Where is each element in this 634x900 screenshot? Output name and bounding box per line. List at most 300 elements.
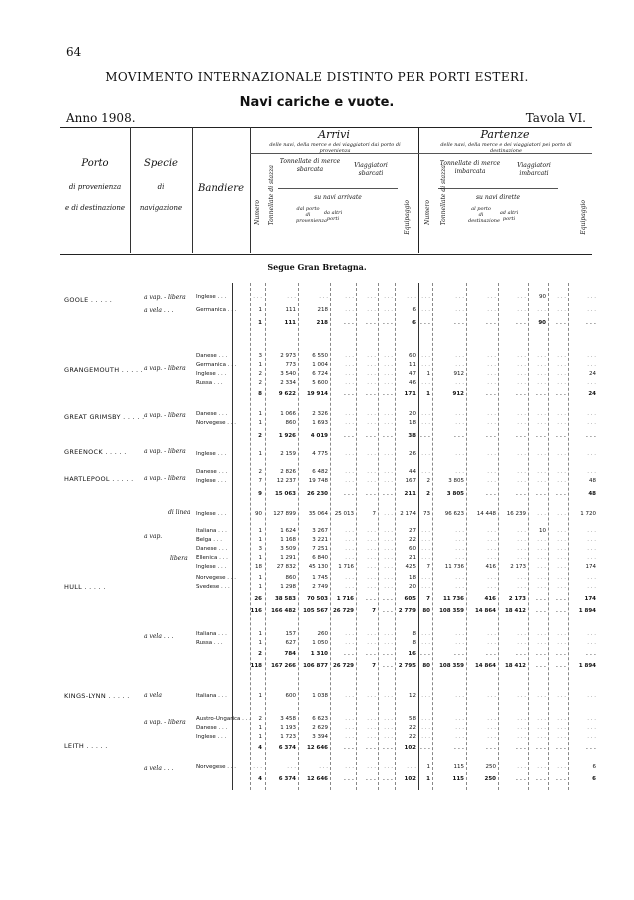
value-cell: . . . [384, 380, 393, 386]
flag-cell: Russa . . . [196, 640, 223, 646]
value-cell: . . . [384, 640, 393, 646]
value-cell: 1 [258, 734, 262, 740]
value-cell: . . . [537, 716, 546, 722]
value-cell: . . . [453, 320, 464, 326]
table-row [60, 775, 600, 786]
value-cell: . . . [365, 776, 376, 782]
value-cell: . . . [365, 391, 376, 397]
value-cell: 912 [452, 391, 464, 397]
header-arrivi: Arrivi [318, 128, 350, 141]
value-cell: . . . [557, 716, 566, 722]
value-cell: 2 779 [398, 608, 416, 614]
value-cell: . . . [537, 725, 546, 731]
value-cell: 27 832 [276, 564, 296, 570]
value-cell: 1 291 [280, 555, 296, 561]
value-cell: . . . [587, 353, 596, 359]
value-cell: 2 [258, 380, 262, 386]
value-cell: . . . [515, 391, 526, 397]
value-cell: . . . [345, 528, 354, 534]
value-cell: . . . [587, 537, 596, 543]
value-cell: . . . [382, 651, 393, 657]
header-tonn-sbarcata: Tonnellate di merce sbarcata [279, 158, 341, 173]
table-row [60, 306, 600, 317]
value-cell: . . . [384, 307, 393, 313]
value-cell: . . . [485, 491, 496, 497]
value-cell: 1 [258, 584, 262, 590]
value-cell: 1 894 [578, 608, 596, 614]
value-cell: . . . [455, 528, 464, 534]
value-cell: 1 720 [580, 511, 596, 517]
species-label: di linea [168, 509, 191, 516]
species-label: a vela [144, 692, 162, 699]
value-cell: . . . [384, 546, 393, 552]
value-cell: . . . [587, 528, 596, 534]
value-cell: 912 [453, 371, 464, 377]
value-cell: 2 826 [280, 469, 296, 475]
value-cell: 6 623 [312, 716, 328, 722]
value-cell: 46 [409, 380, 416, 386]
value-cell: 1 004 [312, 362, 328, 368]
value-cell: 35 064 [308, 511, 328, 517]
value-cell: . . . [367, 716, 376, 722]
value-cell: . . . [587, 411, 596, 417]
value-cell: . . . [487, 478, 496, 484]
value-cell: 8 [412, 631, 416, 637]
value-cell: . . . [421, 640, 430, 646]
value-cell: . . . [365, 433, 376, 439]
table-row [60, 595, 600, 606]
value-cell: . . . [557, 511, 566, 517]
header-specie-3: navigazione [139, 204, 183, 212]
value-cell: 14 864 [474, 663, 496, 669]
port-name: KINGS-LYNN . . . . . [64, 692, 130, 700]
value-cell: 18 [409, 575, 416, 581]
value-cell: 108 359 [439, 608, 464, 614]
value-cell: . . . [587, 362, 596, 368]
value-cell: . . . [455, 575, 464, 581]
value-cell: . . . [587, 716, 596, 722]
table-number: Tavola VI. [525, 111, 586, 125]
value-cell: . . . [517, 631, 526, 637]
value-cell: 47 [409, 371, 416, 377]
value-cell: . . . [587, 584, 596, 590]
value-cell: . . . [487, 451, 496, 457]
value-cell: . . . [517, 764, 526, 770]
value-cell: . . . [487, 528, 496, 534]
value-cell: 3 267 [312, 528, 328, 534]
value-cell: . . . [537, 411, 546, 417]
value-cell: 90 [255, 511, 262, 517]
table-row [60, 650, 600, 661]
value-cell: . . . [345, 380, 354, 386]
value-cell: 7 [372, 511, 376, 517]
value-cell: . . . [535, 663, 546, 669]
value-cell: . . . [407, 294, 416, 300]
value-cell: 18 412 [504, 663, 526, 669]
value-cell: 600 [285, 693, 296, 699]
value-cell: . . . [517, 469, 526, 475]
value-cell: . . . [419, 745, 430, 751]
value-cell: 3 540 [280, 371, 296, 377]
value-cell: 2 749 [312, 584, 328, 590]
port-name: LEITH . . . . . [64, 742, 108, 750]
value-cell: . . . [421, 537, 430, 543]
value-cell: . . . [455, 693, 464, 699]
header-arrivi-sub: delle navi, della merce e dei viaggiatori dai porto di provenienza [269, 142, 401, 154]
value-cell: 12 646 [306, 776, 328, 782]
value-cell: 1 066 [280, 411, 296, 417]
value-cell: 773 [285, 362, 296, 368]
value-cell: 19 914 [306, 391, 328, 397]
value-cell: 26 [254, 596, 262, 602]
value-cell: 4 [258, 745, 262, 751]
table-row [60, 510, 600, 521]
value-cell: . . . [537, 353, 546, 359]
value-cell: . . . [557, 451, 566, 457]
value-cell: . . . [455, 584, 464, 590]
value-cell: . . . [555, 745, 566, 751]
value-cell: 7 [426, 564, 430, 570]
value-cell: 1 723 [280, 734, 296, 740]
value-cell: . . . [384, 631, 393, 637]
value-cell: . . . [555, 391, 566, 397]
value-cell: 20 [409, 411, 416, 417]
value-cell: 118 [250, 663, 262, 669]
flag-cell: Germanica . . . [196, 307, 237, 313]
value-cell: . . . [367, 451, 376, 457]
value-cell: . . . [515, 745, 526, 751]
species-label: a vela . . . [144, 765, 174, 772]
value-cell: . . . [384, 734, 393, 740]
value-cell: . . . [365, 651, 376, 657]
value-cell: . . . [367, 734, 376, 740]
value-cell: . . . [345, 537, 354, 543]
value-cell: 18 [409, 420, 416, 426]
value-cell: . . . [421, 693, 430, 699]
value-cell: . . . [343, 776, 354, 782]
flag-cell: Inglese . . . [196, 564, 227, 570]
value-cell: . . . [587, 555, 596, 561]
value-cell: 860 [285, 575, 296, 581]
port-name: GREENOCK . . . . . [64, 448, 127, 456]
value-cell: . . . [487, 555, 496, 561]
value-cell: . . . [343, 391, 354, 397]
value-cell: 1 [258, 555, 262, 561]
value-cell: . . . [515, 651, 526, 657]
value-cell: 6 482 [312, 469, 328, 475]
value-cell: . . . [537, 451, 546, 457]
value-cell: 16 239 [506, 511, 526, 517]
value-cell: . . . [384, 420, 393, 426]
value-cell: . . . [535, 651, 546, 657]
value-cell: 80 [422, 663, 430, 669]
value-cell: 416 [485, 564, 496, 570]
value-cell: . . . [487, 546, 496, 552]
value-cell: . . . [455, 537, 464, 543]
flag-cell: Inglese . . . [196, 478, 227, 484]
value-cell: . . . [382, 608, 393, 614]
value-cell: . . . [367, 307, 376, 313]
value-cell: 3 394 [312, 734, 328, 740]
value-cell: 250 [484, 776, 496, 782]
value-cell: 7 [372, 663, 376, 669]
header-viagg-sbarcati: Viaggiatori sbarcati [354, 162, 388, 177]
value-cell: . . . [557, 411, 566, 417]
value-cell: . . . [537, 640, 546, 646]
flag-cell: Germanica . . . [196, 362, 237, 368]
value-cell: . . . [517, 478, 526, 484]
value-cell: . . . [367, 294, 376, 300]
value-cell: 22 [409, 734, 416, 740]
value-cell: 1 716 [338, 564, 354, 570]
value-cell: 1 [258, 725, 262, 731]
value-cell: . . . [367, 725, 376, 731]
value-cell: . . . [343, 491, 354, 497]
value-cell: 90 [538, 320, 546, 326]
value-cell: . . . [455, 307, 464, 313]
value-cell: . . . [345, 469, 354, 475]
value-cell: . . . [365, 745, 376, 751]
value-cell: 73 [423, 511, 430, 517]
value-cell: 80 [422, 608, 430, 614]
header-porto-2: di provenienza [68, 183, 122, 191]
header-porto-3: e di destinazione [64, 204, 126, 212]
value-cell: . . . [535, 491, 546, 497]
value-cell: 2 629 [312, 725, 328, 731]
value-cell: 6 [592, 764, 596, 770]
value-cell: 1 [426, 776, 430, 782]
value-cell: . . . [382, 776, 393, 782]
flag-cell: Danese . . . [196, 546, 228, 552]
species-label: a vap. - libera [144, 475, 186, 482]
value-cell: . . . [515, 320, 526, 326]
flag-cell: Belga . . . [196, 537, 223, 543]
value-cell: 6 724 [312, 371, 328, 377]
value-cell: . . . [455, 420, 464, 426]
value-cell: . . . [557, 478, 566, 484]
value-cell: 2 [258, 651, 262, 657]
flag-cell: Norvegese . . . [196, 420, 236, 426]
value-cell: 1 [426, 371, 430, 377]
value-cell: . . . [517, 640, 526, 646]
flag-cell: Italiana . . . [196, 693, 227, 699]
value-cell: . . . [319, 294, 328, 300]
value-cell: . . . [557, 307, 566, 313]
value-cell: 6 [592, 776, 596, 782]
flag-cell: Inglese . . . [196, 734, 227, 740]
value-cell: 24 [589, 371, 596, 377]
value-cell: 11 736 [442, 596, 464, 602]
value-cell: . . . [555, 491, 566, 497]
header-stazza-arr: Tonnellate di stazza [268, 165, 275, 226]
value-cell: . . . [485, 651, 496, 657]
value-cell: 1 [426, 764, 430, 770]
value-cell: 60 [409, 353, 416, 359]
value-cell: 115 [452, 776, 464, 782]
header-specie-2: di [157, 183, 165, 191]
value-cell: . . . [517, 575, 526, 581]
value-cell: 6 840 [312, 555, 328, 561]
value-cell: 24 [588, 391, 596, 397]
value-cell: . . . [487, 420, 496, 426]
value-cell: . . . [537, 555, 546, 561]
value-cell: 105 567 [303, 608, 328, 614]
value-cell: . . . [517, 716, 526, 722]
value-cell: . . . [455, 353, 464, 359]
value-cell: 18 412 [504, 608, 526, 614]
value-cell: 44 [409, 469, 416, 475]
value-cell: 3 805 [446, 491, 464, 497]
value-cell: . . . [345, 451, 354, 457]
table-row [60, 583, 600, 594]
value-cell: . . . [345, 575, 354, 581]
value-cell: . . . [365, 320, 376, 326]
value-cell: . . . [384, 371, 393, 377]
value-cell: . . . [517, 584, 526, 590]
value-cell: . . . [517, 380, 526, 386]
flag-cell: Inglese . . . [196, 451, 227, 457]
species-label: a vap. - libera [144, 448, 186, 455]
value-cell: 2 159 [280, 451, 296, 457]
value-cell: 218 [317, 307, 328, 313]
value-cell: . . . [367, 537, 376, 543]
value-cell: . . . [253, 764, 262, 770]
value-cell: . . . [517, 546, 526, 552]
header-tonn-imbarcata: Tonnellate di merce imbarcata [439, 160, 501, 175]
flag-cell: Inglese . . . [196, 294, 227, 300]
value-cell: . . . [455, 380, 464, 386]
value-cell: 2 173 [510, 564, 526, 570]
value-cell: . . . [367, 693, 376, 699]
value-cell: . . . [421, 307, 430, 313]
flag-cell: Norvegese . . . [196, 764, 236, 770]
value-cell: . . . [515, 433, 526, 439]
flag-cell: Italiana . . . [196, 631, 227, 637]
value-cell: . . . [455, 725, 464, 731]
value-cell: . . . [384, 575, 393, 581]
value-cell: . . . [537, 420, 546, 426]
header-al-porto: al porto di destinazione [468, 206, 500, 224]
value-cell: 27 [409, 528, 416, 534]
table-row [60, 390, 600, 401]
value-cell: 2 334 [280, 380, 296, 386]
value-cell: . . . [421, 353, 430, 359]
value-cell: 11 [409, 362, 416, 368]
value-cell: . . . [384, 294, 393, 300]
value-cell: . . . [555, 776, 566, 782]
value-cell: . . . [345, 411, 354, 417]
value-cell: 3 [258, 353, 262, 359]
value-cell: . . . [345, 716, 354, 722]
value-cell: 2 [258, 433, 262, 439]
value-cell: 2 173 [508, 596, 526, 602]
table-row [60, 744, 600, 755]
value-cell: 1 [258, 411, 262, 417]
value-cell: . . . [557, 294, 566, 300]
value-cell: . . . [517, 353, 526, 359]
value-cell: 10 [539, 528, 546, 534]
value-cell: . . . [537, 734, 546, 740]
value-cell: 260 [317, 631, 328, 637]
value-cell: . . . [517, 307, 526, 313]
value-cell: 4 019 [310, 433, 328, 439]
value-cell: . . . [367, 528, 376, 534]
value-cell: 7 [372, 608, 376, 614]
value-cell: . . . [345, 307, 354, 313]
flag-cell: Austro-Ungarica . . . [196, 716, 251, 722]
value-cell: . . . [555, 608, 566, 614]
value-cell: . . . [455, 734, 464, 740]
value-cell: . . . [421, 555, 430, 561]
value-cell: . . . [587, 631, 596, 637]
value-cell: . . . [384, 564, 393, 570]
value-cell: . . . [421, 725, 430, 731]
value-cell: . . . [367, 575, 376, 581]
port-name: GRANGEMOUTH . . . . . [64, 366, 144, 374]
value-cell: 6 550 [312, 353, 328, 359]
value-cell: . . . [382, 391, 393, 397]
value-cell: 1 [258, 320, 262, 326]
value-cell: . . . [382, 491, 393, 497]
value-cell: . . . [587, 469, 596, 475]
value-cell: . . . [345, 294, 354, 300]
value-cell: . . . [535, 391, 546, 397]
value-cell: . . . [585, 651, 596, 657]
value-cell: 4 775 [312, 451, 328, 457]
value-cell: 8 [412, 640, 416, 646]
value-cell: 2 [258, 371, 262, 377]
value-cell: . . . [555, 596, 566, 602]
value-cell: . . . [384, 725, 393, 731]
value-cell: 218 [316, 320, 328, 326]
value-cell: 15 063 [274, 491, 296, 497]
value-cell: 1 193 [280, 725, 296, 731]
value-cell: . . . [587, 734, 596, 740]
header-numero-par: Numero [424, 200, 431, 225]
value-cell: 174 [585, 564, 596, 570]
value-cell: . . . [367, 380, 376, 386]
value-cell: . . . [557, 353, 566, 359]
value-cell: . . . [421, 546, 430, 552]
value-cell: . . . [487, 362, 496, 368]
value-cell: . . . [407, 764, 416, 770]
value-cell: 1 050 [312, 640, 328, 646]
value-cell: 20 [409, 584, 416, 590]
value-cell: 111 [284, 320, 296, 326]
value-cell: . . . [367, 362, 376, 368]
value-cell: . . . [455, 716, 464, 722]
value-cell: 45 130 [308, 564, 328, 570]
value-cell: 26 729 [332, 608, 354, 614]
value-cell: . . . [537, 575, 546, 581]
value-cell: . . . [367, 411, 376, 417]
value-cell: 5 600 [312, 380, 328, 386]
value-cell: 12 [409, 693, 416, 699]
value-cell: . . . [587, 294, 596, 300]
value-cell: . . . [587, 420, 596, 426]
value-cell: . . . [555, 663, 566, 669]
value-cell: . . . [557, 693, 566, 699]
value-cell: 1 926 [278, 433, 296, 439]
table-row [60, 419, 600, 430]
value-cell: . . . [537, 307, 546, 313]
header-partenze-sub: delle navi, della merce e dei viaggiatori pei porto di destinazione [440, 142, 572, 154]
value-cell: . . . [345, 584, 354, 590]
value-cell: . . . [384, 584, 393, 590]
value-cell: 2 973 [280, 353, 296, 359]
value-cell: . . . [537, 380, 546, 386]
value-cell: . . . [537, 693, 546, 699]
